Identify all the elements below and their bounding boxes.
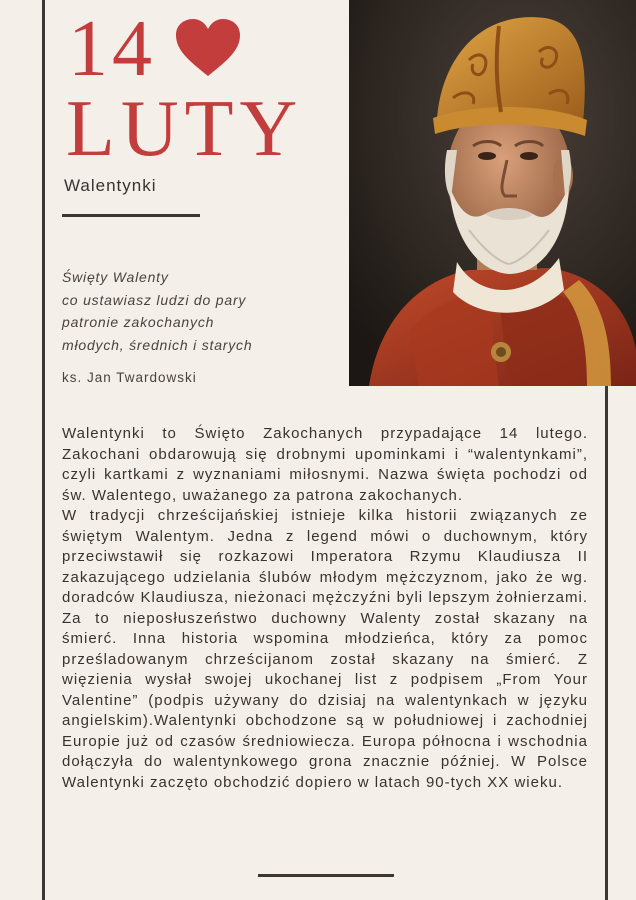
heart-icon bbox=[174, 18, 242, 78]
bottom-divider bbox=[258, 874, 394, 877]
subtitle-divider bbox=[62, 214, 200, 217]
article-paragraph: Walentynki to Święto Zakochanych przypadające 14 lutego. Zakochani obdarowują się drobnymi upominkami i “walentynkami”, czyli kartkami z wyznaniami miłosnymi. Nazwa święta pochodzi od św. Walentego, uważanego za patrona zakochanych. bbox=[62, 425, 588, 504]
poem-line: Święty Walenty bbox=[62, 269, 169, 285]
subtitle: Walentynki bbox=[64, 176, 157, 195]
left-frame-line bbox=[42, 0, 45, 900]
poem-line: co ustawiasz ludzi do pary bbox=[62, 291, 247, 308]
poem bbox=[62, 266, 342, 356]
title-month: LUTY bbox=[66, 85, 304, 173]
poem-line: młodych, średnich i starych bbox=[62, 336, 253, 353]
right-frame-line bbox=[605, 386, 608, 900]
article-body bbox=[62, 424, 588, 793]
title-number: 14 bbox=[68, 5, 156, 93]
article-paragraph: W tradycji chrześcijańskiej istnieje kilka historii związanych ze świętym Walentym. Jedna z legend mówi o duchownym, który przeciwstawił się rozkazowi Imperatora Rzymu Klaudiusza II zakazującego udzielania ślubów młodym mężczyznom, jako że wg. doradców Klaudiusza, nieżonaci mężczyźni byli lepszym żołnierzami. Za to nieposłuszeństwo duchowny Walenty został skazany na śmierć. Inna historia wspomina młodzieńca, który za pomoc prześladowanym chrześcijanom został skazany na śmierć. Z więzienia wysłał swojej ukochanej list z podpisem „From Your Valentine” (podpis używany do dzisiaj na walentynkach w języku angielskim).Walentynki obchodzone są w południowej i zachodniej Europie już od czasów średniowiecza. Europa północna i wschodnia dołączyła do walentynkowego grona znacznie później. W Polsce Walentynki zaczęto obchodzić dopiero w latach 90-tych XX wieku. bbox=[62, 507, 588, 791]
poem-line: patronie zakochanych bbox=[62, 314, 215, 330]
saint-valentine-statue-image bbox=[349, 0, 636, 386]
poem-author: ks. Jan Twardowski bbox=[62, 370, 197, 385]
